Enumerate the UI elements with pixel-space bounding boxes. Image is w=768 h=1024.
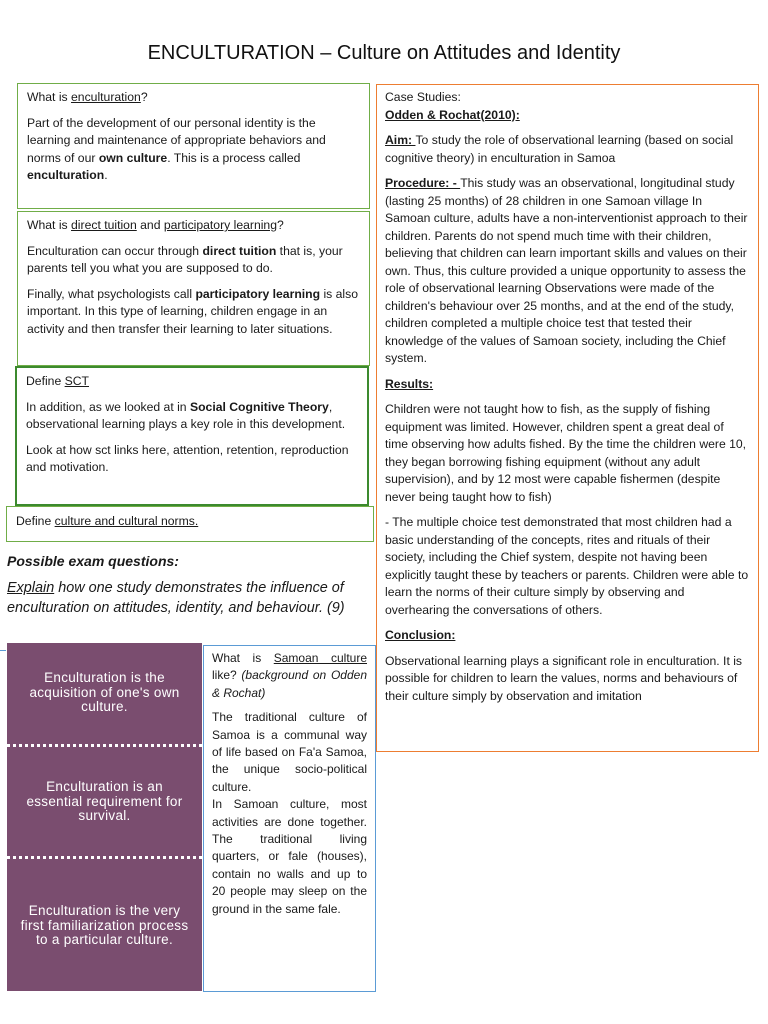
case-study-box: [376, 84, 759, 752]
exam-heading: Possible exam questions:: [7, 553, 179, 569]
samoa-body-1: The traditional culture of Samoa is a communal way of life based on Fa'a Samoa, the unique socio-political culture.: [212, 710, 367, 794]
page-title: ENCULTURATION – Culture on Attitudes and Identity: [147, 42, 621, 64]
samoan-culture-box: [203, 645, 376, 992]
fact-acquisition: Enculturation is the acquisition of one's own culture.: [29, 670, 180, 715]
fact-familiarization: Enculturation is the very first familiarization process to a particular culture.: [20, 903, 189, 948]
direct-tuition-box: [17, 211, 370, 366]
samoa-question: What is Samoan culture like? (background on Odden & Rochat): [212, 651, 367, 700]
case-results-2: - The multiple choice test demonstrated that most children had a basic understanding of the concepts, rites and rituals of their society, including the Chief system, despite not having been explicitly taught these by teachers or parents. Children were able to learn the norms of their culture simply by observing and overhearing the conversations of others.: [385, 515, 749, 617]
sct-answer-1: In addition, as we looked at in Social Cognitive Theory, observational learning plays a key role in this development.: [26, 399, 346, 431]
samoa-body-2: In Samoan culture, most activities are done together. The traditional living quarters, or fale (houses), contain no walls and up to 20 people may sleep on the ground in the same fale.: [212, 797, 367, 916]
dotted-divider: [7, 856, 202, 859]
sct-question: Define SCT: [26, 374, 89, 388]
case-study-title: Odden & Rochat(2010):: [385, 107, 520, 122]
culture-definition-box: Define culture and cultural norms.: [6, 506, 374, 542]
enculturation-answer: Part of the development of our personal identity is the learning and maintenance of appropriate behaviors and norms of our own culture. This is a process called enculturation.: [27, 115, 326, 182]
case-procedure: Procedure: - This study was an observational, longitudinal study (lasting 25 months) of 28 children in one Samoan village In Samoan culture, adults have a non-interventionist approach to their children. Parents do not spend much time with their children, believing that children can learn important skills and values on their own. Thus, this culture provided a unique opportunity to assess the role of observational learning Observations were made of the children's behaviour over 25 months, and at the end of the study, children completed a multiple choice test that tested their knowledge of the values of Samoan society, including the Chief system.: [385, 176, 748, 365]
exam-question: Explain how one study demonstrates the influence of enculturation on attitudes, identity, and behaviour. (9): [7, 580, 345, 616]
case-conclusion-label: Conclusion:: [385, 628, 456, 642]
tuition-question: What is direct tuition and participatory learning?: [27, 218, 284, 232]
divider-line: [0, 650, 6, 651]
tuition-answer-2: Finally, what psychologists call participatory learning is also important. In this type of learning, children engage in an activity and then transfer their learning to later situations.: [27, 286, 358, 336]
case-conclusion: Observational learning plays a significant role in enculturation. It is possible for children to learn the values, norms and behaviours of their culture simply by observation and imitation: [385, 653, 743, 703]
enculturation-facts-graphic: [7, 643, 202, 991]
enculturation-definition-box: [17, 83, 370, 209]
case-results-1: Children were not taught how to fish, as the supply of fishing equipment was limited. However, children spent a great deal of time observing how adults fished. By the time the children were 10, they began borrowing fishing equipment (without any adult supervision), and by 12 most were capable fishermen (despite never being taught how to fish): [385, 402, 747, 504]
sct-definition-box: [15, 366, 369, 506]
case-label: Case Studies:: [385, 90, 461, 104]
tuition-answer-1: Enculturation can occur through direct tuition that is, your parents tell you what you are supposed to do.: [27, 243, 343, 275]
enculturation-question: What is enculturation?: [27, 90, 148, 104]
case-aim: Aim: To study the role of observational learning (based on social cognitive theory) in enculturation in Samoa: [385, 133, 734, 165]
sct-answer-2: Look at how sct links here, attention, retention, reproduction and motivation.: [26, 442, 349, 474]
case-results-label: Results:: [385, 376, 434, 391]
exam-questions: [7, 553, 373, 618]
fact-survival: Enculturation is an essential requirement for survival.: [26, 779, 183, 824]
